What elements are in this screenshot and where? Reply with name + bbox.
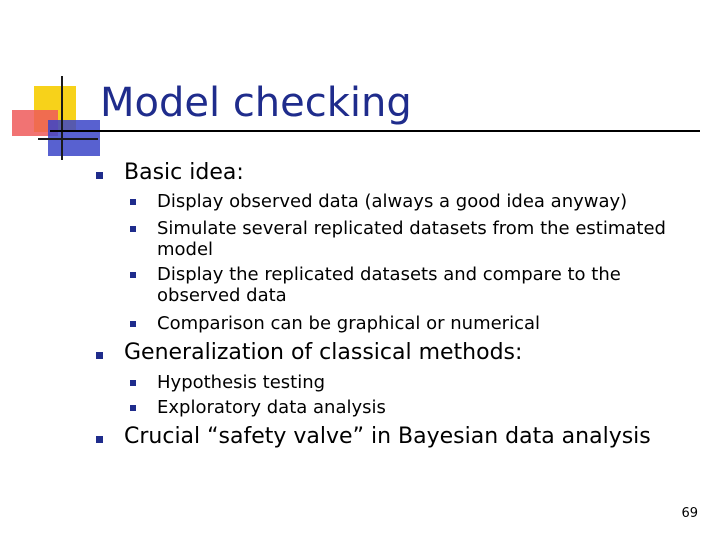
title-underline (50, 130, 700, 132)
logo-vertical-line (61, 76, 63, 160)
logo-horizontal-line (38, 138, 98, 140)
bullet-basic-idea: Basic idea: (124, 160, 244, 185)
slide-title: Model checking (100, 80, 412, 126)
bullet-safety-valve: Crucial “safety valve” in Bayesian data analysis (124, 424, 651, 449)
bullet-marker-2 (96, 352, 103, 359)
sub-bullet-hypothesis-testing: Hypothesis testing (157, 372, 326, 393)
sub-bullet-marker (130, 380, 136, 386)
sub-bullet-marker (130, 199, 136, 205)
sub-bullet-display-replicated: Display the replicated datasets and compare to the observed data (157, 264, 621, 306)
sub-bullet-display-observed: Display observed data (always a good idea anyway) (157, 191, 628, 212)
sub-bullet-marker (130, 272, 136, 278)
bullet-generalization: Generalization of classical methods: (124, 340, 523, 365)
sub-bullet-marker (130, 226, 136, 232)
sub-bullet-marker (130, 321, 136, 327)
sub-bullet-exploratory: Exploratory data analysis (157, 397, 386, 418)
bullet-marker-3 (96, 436, 103, 443)
bullet-marker-1 (96, 172, 103, 179)
sub-bullet-simulate-replicated: Simulate several replicated datasets from the estimated model (157, 218, 666, 260)
page-number: 69 (681, 506, 698, 521)
sub-bullet-comparison: Comparison can be graphical or numerical (157, 313, 541, 334)
sub-bullet-marker (130, 405, 136, 411)
